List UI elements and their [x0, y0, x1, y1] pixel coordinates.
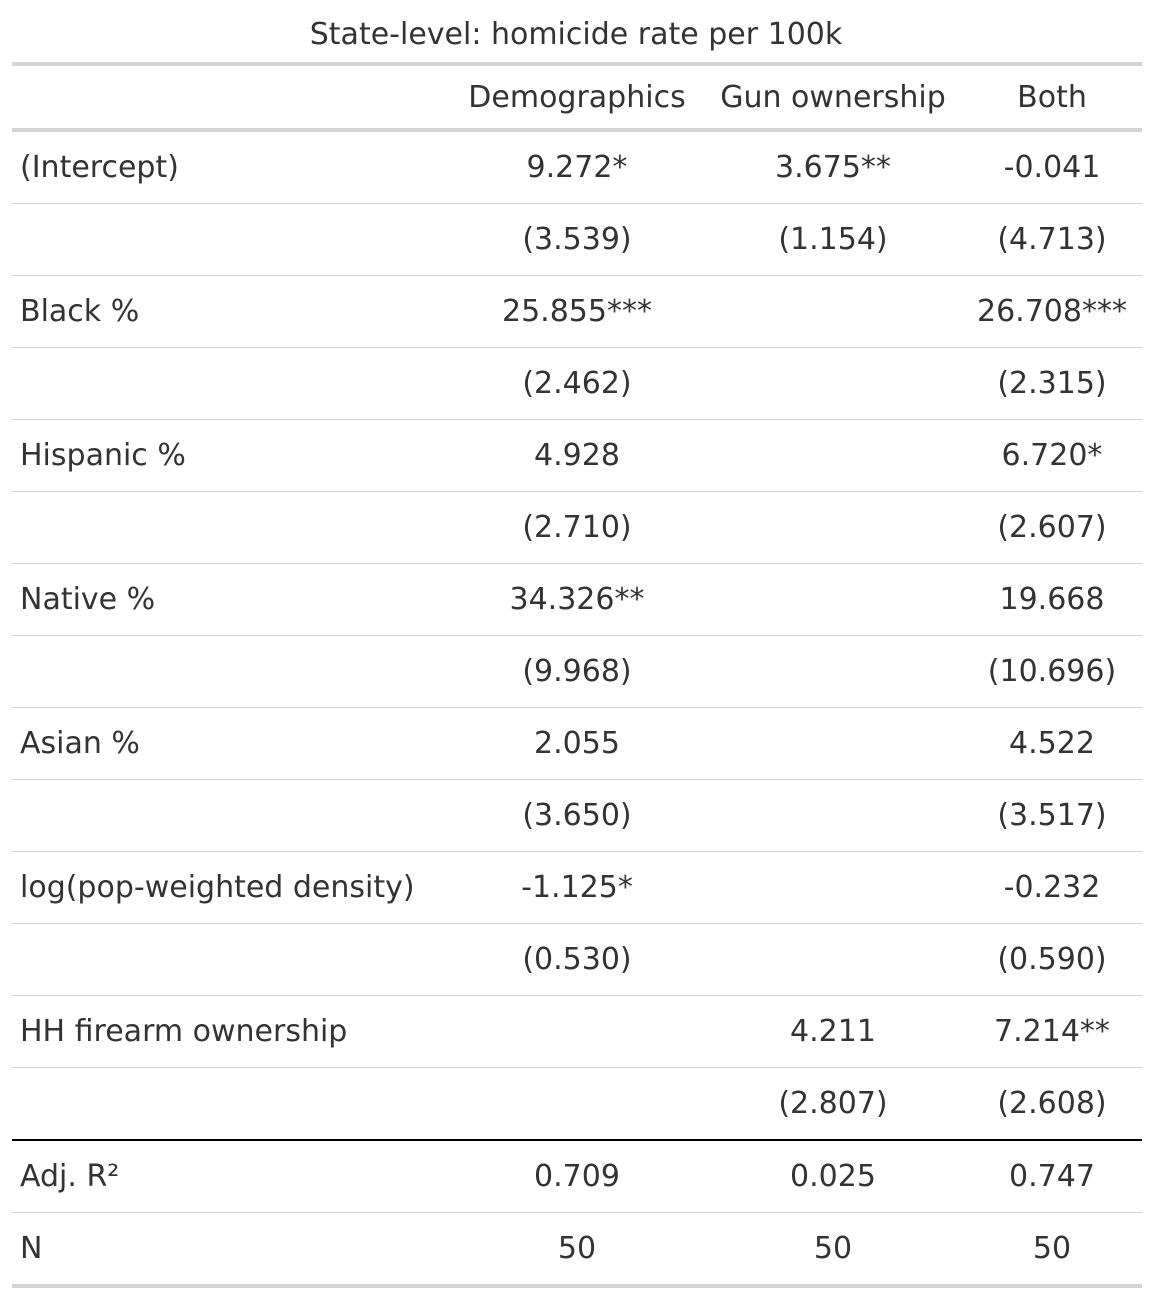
header-cell-gun-ownership: Gun ownership [704, 64, 962, 130]
cell-gun-ownership: (2.807) [704, 1068, 962, 1141]
cell-demographics [450, 1068, 704, 1141]
row-label [12, 636, 450, 708]
cell-gun-ownership: 4.211 [704, 996, 962, 1068]
row-label: (Intercept) [12, 130, 450, 204]
cell-demographics: 4.928 [450, 420, 704, 492]
cell-both: 6.720* [962, 420, 1142, 492]
cell-demographics: 34.326** [450, 564, 704, 636]
row-label: Asian % [12, 708, 450, 780]
cell-both: 26.708*** [962, 276, 1142, 348]
cell-demographics: -1.125* [450, 852, 704, 924]
table-row [12, 852, 1142, 924]
cell-demographics: 50 [450, 1213, 704, 1287]
cell-demographics: (9.968) [450, 636, 704, 708]
table-row [12, 204, 1142, 276]
cell-demographics: 2.055 [450, 708, 704, 780]
cell-both: (0.590) [962, 924, 1142, 996]
header-cell-both: Both [962, 64, 1142, 130]
row-label [12, 924, 450, 996]
cell-demographics: (3.650) [450, 780, 704, 852]
table-row-adj-r2 [12, 1140, 1142, 1213]
cell-gun-ownership: 0.025 [704, 1140, 962, 1213]
cell-demographics: 0.709 [450, 1140, 704, 1213]
cell-both: 7.214** [962, 996, 1142, 1068]
cell-demographics: (2.710) [450, 492, 704, 564]
cell-demographics: 9.272* [450, 130, 704, 204]
cell-both: (2.608) [962, 1068, 1142, 1141]
cell-gun-ownership [704, 276, 962, 348]
cell-demographics: (0.530) [450, 924, 704, 996]
cell-gun-ownership: 3.675** [704, 130, 962, 204]
cell-both: (10.696) [962, 636, 1142, 708]
cell-gun-ownership [704, 924, 962, 996]
row-label [12, 780, 450, 852]
row-label: N [12, 1213, 450, 1287]
cell-both: 0.747 [962, 1140, 1142, 1213]
cell-demographics [450, 996, 704, 1068]
row-label: HH firearm ownership [12, 996, 450, 1068]
row-label [12, 1068, 450, 1141]
row-label [12, 204, 450, 276]
header-row [12, 64, 1142, 130]
cell-both: -0.232 [962, 852, 1142, 924]
table-row [12, 276, 1142, 348]
header-cell-blank [12, 64, 450, 130]
cell-gun-ownership [704, 780, 962, 852]
cell-gun-ownership [704, 492, 962, 564]
row-label: Adj. R² [12, 1140, 450, 1213]
cell-gun-ownership [704, 420, 962, 492]
row-label: log(pop-weighted density) [12, 852, 450, 924]
regression-table [12, 62, 1142, 1288]
table-row-n [12, 1213, 1142, 1287]
cell-demographics: (3.539) [450, 204, 704, 276]
cell-gun-ownership [704, 636, 962, 708]
cell-both: (3.517) [962, 780, 1142, 852]
row-label: Native % [12, 564, 450, 636]
cell-both: -0.041 [962, 130, 1142, 204]
row-label [12, 348, 450, 420]
row-label [12, 492, 450, 564]
table-row [12, 564, 1142, 636]
cell-gun-ownership [704, 564, 962, 636]
cell-demographics: 25.855*** [450, 276, 704, 348]
table-row [12, 636, 1142, 708]
table-title: State-level: homicide rate per 100k [309, 17, 843, 52]
cell-demographics: (2.462) [450, 348, 704, 420]
regression-table-container [12, 62, 1142, 1288]
cell-gun-ownership [704, 852, 962, 924]
cell-gun-ownership [704, 348, 962, 420]
cell-gun-ownership: (1.154) [704, 204, 962, 276]
table-row [12, 420, 1142, 492]
table-row [12, 708, 1142, 780]
cell-both: (2.315) [962, 348, 1142, 420]
row-label: Black % [12, 276, 450, 348]
cell-both: 4.522 [962, 708, 1142, 780]
table-row [12, 996, 1142, 1068]
cell-both: (4.713) [962, 204, 1142, 276]
cell-both: 50 [962, 1213, 1142, 1287]
table-row [12, 130, 1142, 204]
cell-gun-ownership: 50 [704, 1213, 962, 1287]
header-cell-demographics: Demographics [450, 64, 704, 130]
cell-both: (2.607) [962, 492, 1142, 564]
table-row [12, 492, 1142, 564]
table-row [12, 780, 1142, 852]
cell-both: 19.668 [962, 564, 1142, 636]
row-label: Hispanic % [12, 420, 450, 492]
table-row [12, 924, 1142, 996]
table-row [12, 1068, 1142, 1141]
table-row [12, 348, 1142, 420]
cell-gun-ownership [704, 708, 962, 780]
